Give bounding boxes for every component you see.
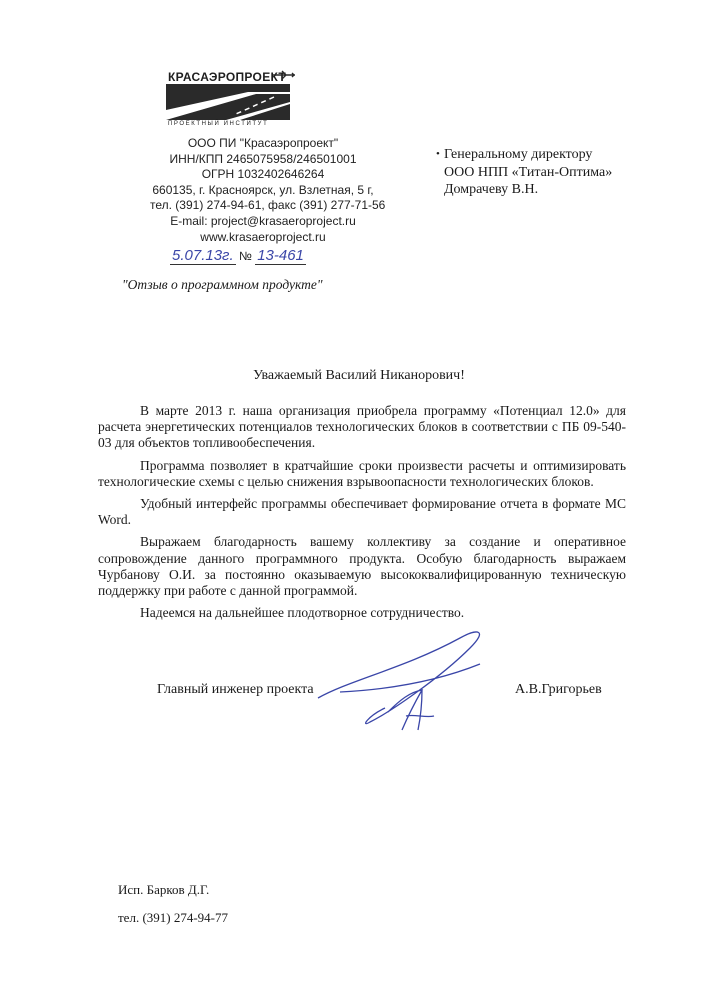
sender-email: E-mail: project@krasaeroproject.ru [170,213,356,228]
body-paragraph: Программа позволяет в кратчайшие сроки произвести расчеты и оптимизировать технологические схемы с целью снижения взрывоопасности технологических блоков. [98,457,626,489]
airplane-icon [272,70,296,80]
handwritten-signature [310,620,500,740]
signatory-name: А.В.Григорьев [515,682,602,697]
logo-title: КРАСАЭРОПРОЕКТ [168,70,287,84]
registration-number: 13-461 [257,247,304,264]
sender-website: www.krasaeroproject.ru [200,229,326,244]
logo-subtitle: ПРОЕКТНЫЙ ИНСТИТУТ [168,121,269,127]
sender-phone: тел. (391) 274-94-61, факс (391) 277-71-56 [150,198,386,213]
letter-subject: "Отзыв о программном продукте" [122,277,323,292]
body-paragraph: Надеемся на дальнейшее плодотворное сотрудничество. [140,605,465,621]
recipient-position: Генеральному директору [444,147,593,162]
recipient-name: Домрачеву В.Н. [444,182,539,197]
sender-address: 660135, г. Красноярск, ул. Взлетная, 5 г, [152,182,374,197]
sender-inn: ИНН/КПП 2465075958/246501001 [169,151,357,166]
recipient-block [436,146,613,199]
bullet-icon: • [436,148,440,160]
letter-body [98,403,626,627]
runway-logo [166,84,290,120]
sender-details [150,136,386,245]
signatory-position: Главный инженер проекта [157,682,314,697]
salutation: Уважаемый Василий Никанорович! [253,368,465,383]
registration-line [170,247,306,265]
body-paragraph: Выражаем благодарность вашему коллективу за создание и оперативное сопровождение данного программного продукта. Особую благодарность выражаем Чурбанову О.И. за постоянно оказываемую высококвалифицированную техническую поддержку при работе с данной программой. [98,534,626,599]
sender-name: ООО ПИ "Красаэропроект" [187,136,339,150]
recipient-company: ООО НПП «Титан-Оптима» [444,164,613,180]
body-paragraph: В марте 2013 г. наша организация приобрела программу «Потенциал 12.0» для расчета энергетических потенциалов технологических блоков в соответствии с ПБ 09-540-03 для объектов топливообеспечения. [98,403,626,451]
executor-phone: тел. (391) 274-94-77 [118,910,229,925]
registration-date: 5.07.13г. [172,247,234,264]
registration-number-label: № [238,249,252,263]
executor: Исп. Барков Д.Г. [118,882,210,897]
sender-ogrn: ОГРН 1032402646264 [201,167,325,182]
body-paragraph: Удобный интерфейс программы обеспечивает формирование отчета в формате MC Word. [98,496,626,528]
